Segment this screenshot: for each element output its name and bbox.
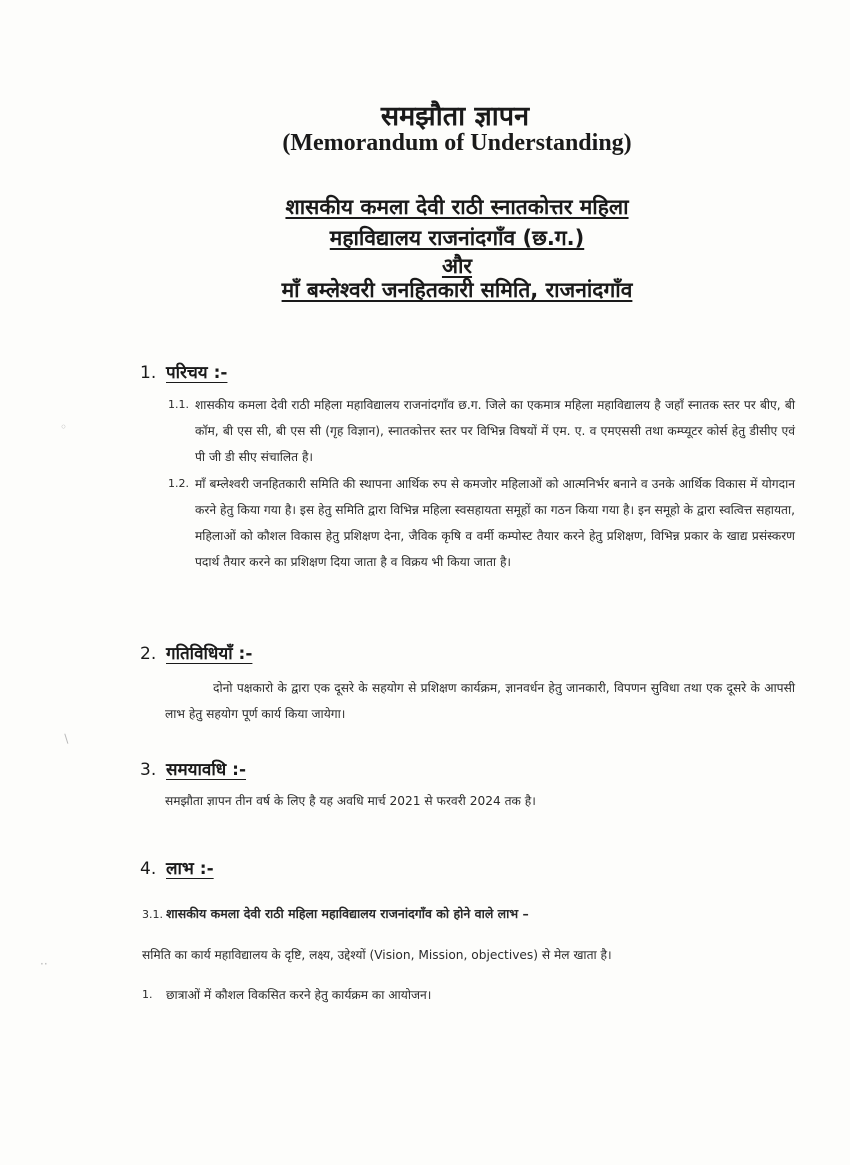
benefits-subheading: शासकीय कमला देवी राठी महिला महाविद्यालय राजनांदगाँव को होने वाले लाभ – [166, 906, 529, 921]
item-number: 1.1. [168, 398, 189, 411]
list-number: 1. [142, 988, 153, 1001]
sub-number: 3.1. [142, 908, 163, 921]
title-hindi: समझौता ज्ञापन [380, 101, 530, 132]
scan-speck: ·· [40, 957, 48, 971]
section-activities-heading [140, 641, 252, 664]
title-english: (Memorandum of Understanding) [282, 130, 632, 156]
benefits-statement: समिति का कार्य महाविद्यालय के दृष्टि, लक्ष्य, उद्देश्यों (Vision, Mission, objectives) से मेल खाता है। [142, 948, 612, 962]
section-label: लाभ :- [166, 859, 214, 879]
intro-item-2: माँ बम्लेश्वरी जनहितकारी समिति की स्थापना आर्थिक रुप से कमजोर महिलाओं को आत्मनिर्भर बनाने व उनके आर्थिक विकास में योगदान करने हेतु किया गया है। इस हेतु समिति द्वारा विभिन्न महिला स्वसहायता समूहों का गठन किया गया है। इन समूहो के द्वारा स्वत्वित्त सहायता, महिलाओं को कौशल विकास हेतु प्रशिक्षण देना, जैविक कृषि व वर्मी कम्पोस्ट तैयार करने हेतु प्रशिक्षण, विभिन्न प्रकार के खाद्य प्रसंस्करण पदार्थ तैयार करने का प्रशिक्षण दिया जाता है व विक्रय भी किया जाता है। [195, 477, 795, 569]
party-two: माँ बम्लेश्वरी जनहितकारी समिति, राजनांदगाँव [281, 278, 633, 302]
section-benefits-heading [140, 856, 214, 879]
section-number: 2. [140, 644, 157, 664]
section-number: 4. [140, 859, 157, 879]
section-label: परिचय :- [166, 363, 228, 383]
party-connector: और [441, 254, 473, 278]
section-number: 1. [140, 363, 157, 383]
scan-speck: ◦ [60, 420, 68, 434]
section-label: समयावधि :- [166, 760, 247, 780]
duration-text: समझौता ज्ञापन तीन वर्ष के लिए है यह अवधि मार्च 2021 से फरवरी 2024 तक है। [165, 794, 536, 808]
section-number: 3. [140, 760, 157, 780]
section-intro-heading [140, 360, 227, 383]
section-duration-heading [140, 757, 246, 780]
intro-item-1: शासकीय कमला देवी राठी महिला महाविद्यालय राजनांदगाँव छ.ग. जिले का एकमात्र महिला महाविद्यालय है जहाँ स्नातक स्तर पर बीए, बी कॉम, बी एस सी, बी एस सी (गृह विज्ञान), स्नातकोत्तर स्तर पर विभिन्न विषयों में एम. ए. व एमएससी तथा कम्प्यूटर कोर्स हेतु डीसीए एवं पी जी डी सीए संचालित है। [195, 398, 795, 464]
section-label: गतिविधियाँ :- [166, 644, 253, 664]
scan-speck: ∖ [62, 732, 70, 746]
party-one-line1: शासकीय कमला देवी राठी स्नातकोत्तर महिला [285, 195, 629, 219]
benefits-list-item: छात्राओं में कौशल विकसित करने हेतु कार्यक्रम का आयोजन। [166, 988, 432, 1002]
party-one-line2: महाविद्यालय राजनांदगाँव (छ.ग.) [329, 226, 585, 250]
activities-text: दोनो पक्षकारो के द्वारा एक दूसरे के सहयोग से प्रशिक्षण कार्यक्रम, ज्ञानवर्धन हेतु जानकारी, विपणन सुविधा तथा एक दूसरे के आपसी लाभ हेतु सहयोग पूर्ण कार्य किया जायेगा। [165, 681, 795, 721]
item-number: 1.2. [168, 477, 189, 490]
